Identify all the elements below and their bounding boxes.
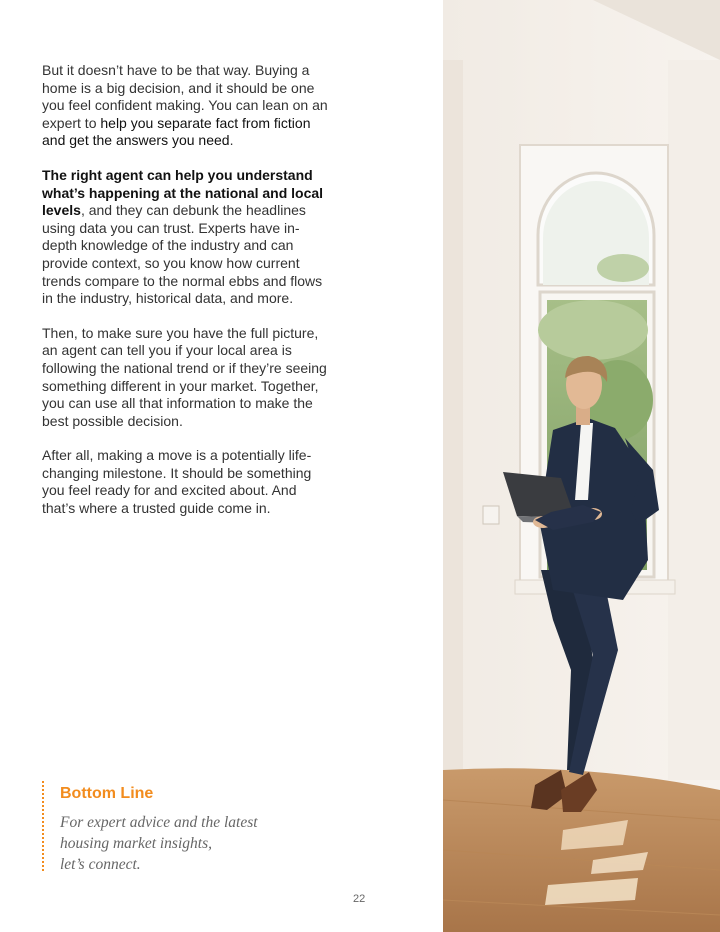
p2-text: , and they can debunk the headlines using data you can trust. Experts have in-depth knowledge of the industry and can provide context, so you know how current trends compare to the normal ebbs and flows in the industry, historical data, and more.	[42, 202, 323, 307]
bottom-line-text-3: let’s connect.	[60, 856, 141, 873]
p1-end: .	[229, 132, 234, 149]
bottom-line-callout	[42, 781, 342, 873]
bottom-line-text	[60, 812, 320, 875]
p1-emphasis: help you separate fact from fiction and get the answers you need	[42, 114, 311, 149]
bottom-line-text-2: housing market insights,	[60, 835, 212, 852]
p2-bold-lead: The right agent can help you understand what’s happening at the national and local levels	[42, 166, 324, 219]
paragraph-2	[42, 167, 332, 308]
paragraph-3: Then, to make sure you have the full picture, an agent can tell you if your local area is following the national trend or if they’re seeing something different in your market. Together, you can use all that information to make the best possible decision.	[42, 324, 327, 429]
agent-photo	[443, 0, 720, 932]
bottom-line-title: Bottom Line	[60, 785, 154, 802]
paragraph-1	[42, 62, 332, 150]
p1-text: But it doesn’t have to be that way. Buying a home is a big decision, and it should be one you feel confident making. You can lean on an expert to	[42, 62, 328, 131]
page-number: 22	[353, 893, 366, 905]
bottom-line-text-1: For expert advice and the latest	[60, 814, 258, 831]
dotted-accent-bar	[42, 781, 44, 873]
article-body	[42, 62, 332, 535]
paragraph-4: After all, making a move is a potentially life-changing milestone. It should be something you feel ready for and excited about. And that’s where a trusted guide come in.	[42, 447, 312, 517]
